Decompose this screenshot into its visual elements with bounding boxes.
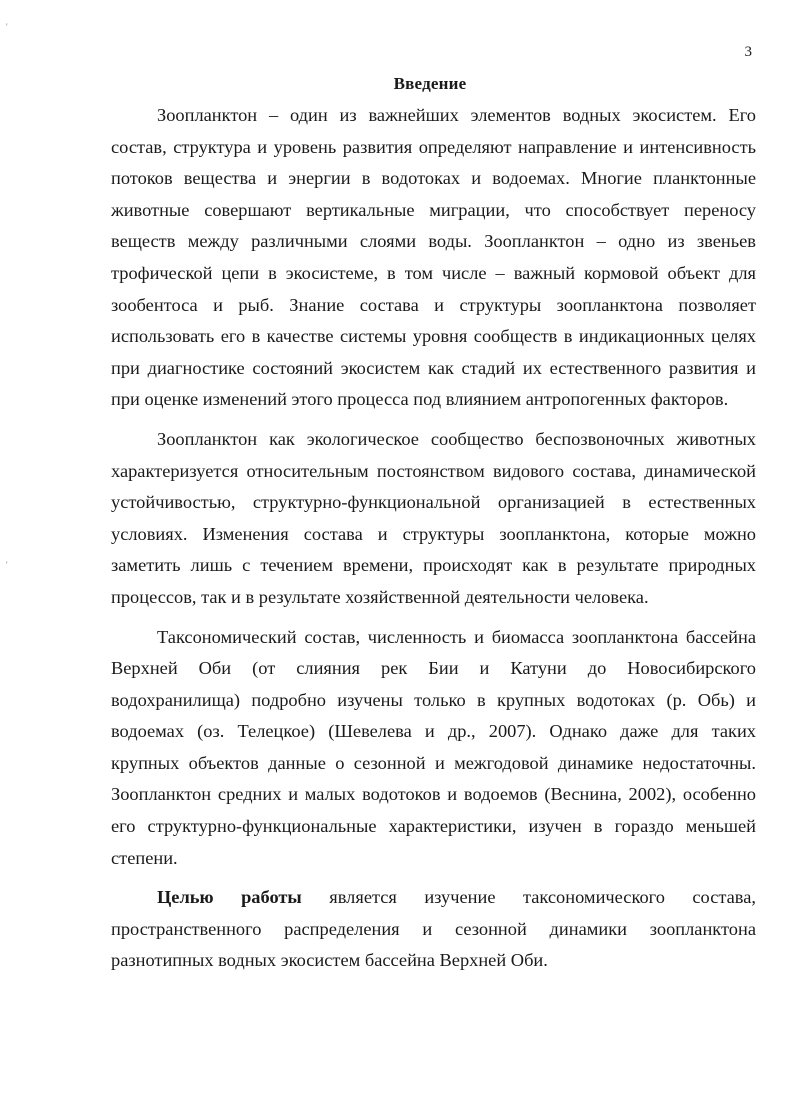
text-line: Зоопланктон средних и малых водотоков и водоемов (Веснина, 2002), особенно (111, 784, 756, 805)
scan-speck: ' (6, 22, 8, 32)
text-line: условиях. Изменения состава и структуры зоопланктона, которые можно (111, 523, 756, 544)
text-line: устойчивостью, структурно-функциональной организацией в естественных (111, 492, 756, 513)
goal-first-line (111, 882, 756, 914)
text-line: состав, структура и уровень развития определяют направление и интенсивность (111, 136, 756, 157)
text-line: разнотипных водных экосистем бассейна Верхней Оби. (111, 950, 548, 971)
goal-bold-word: Целью (157, 887, 214, 908)
text-line: веществ между различными слоями воды. Зоопланктон – одно из звеньев (111, 231, 756, 252)
text-line: при оценке изменений этого процесса под влиянием антропогенных факторов. (111, 389, 729, 410)
text-line: потоков вещества и энергии в водотоках и водоемах. Многие планктонные (111, 168, 756, 189)
text-line: степени. (111, 847, 178, 868)
scan-speck: ' (6, 560, 8, 570)
text-line: при диагностике состояний экосистем как стадий их естественного развития и (111, 357, 756, 378)
text-line: его структурно-функциональные характеристики, изучен в гораздо меньшей (111, 816, 756, 837)
text-line: Верхней Оби (от слияния рек Бии и Катуни до Новосибирского (111, 658, 756, 679)
text-line: трофической цепи в экосистеме, в том числе – важный кормовой объект для (111, 262, 756, 283)
text-line: процессов, так и в результате хозяйственной деятельности человека. (111, 586, 649, 607)
text-line: зообентоса и рыб. Знание состава и структуры зоопланктона позволяет (111, 294, 756, 315)
text-line: заметить лишь с течением времени, происходят как в результате природных (111, 555, 756, 576)
text-line: Зоопланктон как экологическое сообщество беспозвоночных животных (157, 428, 756, 449)
goal-text: является изучение таксономического состава, (329, 887, 756, 908)
page-title: Введение (393, 74, 467, 93)
text-line: Таксономический состав, численность и биомасса зоопланктона бассейна (157, 626, 756, 647)
page-number: 3 (744, 44, 752, 60)
text-line: животные совершают вертикальные миграции, что способствует переносу (111, 199, 756, 220)
paragraph-goal (111, 882, 756, 977)
text-line: использовать его в качестве системы уровня сообществ в индикационных целях (111, 326, 756, 347)
paragraph-2 (111, 424, 756, 614)
text-line: водохранилища) подробно изучены только в крупных водотоках (р. Обь) и (111, 689, 756, 710)
goal-bold-word: работы (241, 887, 302, 908)
paragraph-1 (111, 100, 756, 416)
text-line: характеризуется относительным постоянством видового состава, динамической (111, 460, 756, 481)
paragraph-3 (111, 622, 756, 875)
text-line: Зоопланктон – один из важнейших элементов водных экосистем. Его (157, 105, 756, 125)
text-line: пространственного распределения и сезонной динамики зоопланктона (111, 918, 756, 939)
text-line: крупных объектов данные о сезонной и межгодовой динамике недостаточны. (111, 752, 756, 773)
text-line: водоемах (оз. Телецкое) (Шевелева и др., 2007). Однако даже для таких (111, 721, 756, 742)
document-body (111, 100, 756, 977)
